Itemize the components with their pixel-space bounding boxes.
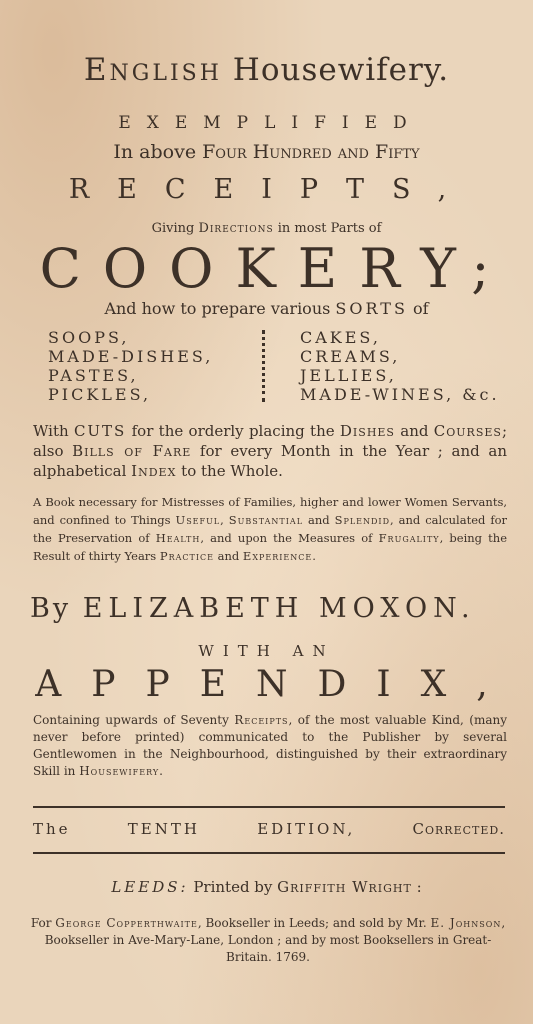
para1-c: for the orderly placing the [126, 422, 340, 440]
para2-b: Useful [175, 513, 221, 527]
giving-line [0, 221, 533, 236]
para2-h: Health [155, 531, 201, 545]
with-an-line: WITH AN [198, 642, 335, 660]
para2-c: , [220, 513, 229, 527]
above-line-pre: In above [113, 141, 203, 163]
cuts-paragraph [33, 421, 507, 481]
edition-the: The [33, 820, 71, 838]
bottom-rule [33, 852, 505, 854]
list-left [48, 328, 213, 404]
para2-i: , and upon the Measures of [200, 531, 379, 545]
dish-lists [48, 328, 518, 404]
para2-n: Experience [242, 549, 313, 563]
edition-corrected: Corrected. [412, 820, 505, 838]
list-item: SOOPS, [48, 328, 130, 347]
appendix-paragraph [33, 712, 507, 780]
para3-e: . [159, 764, 163, 778]
giving-line-post: in most Parts of [273, 221, 382, 236]
para2-m: and [213, 549, 243, 563]
para2-e: and [303, 513, 335, 527]
how-line [0, 299, 533, 318]
title-part-2: Housewifery. [232, 52, 450, 88]
how-line-post: of [407, 299, 429, 318]
para2-d: Substantial [228, 513, 304, 527]
para4-c: , Bookseller in Leeds; and sold by Mr. [197, 916, 431, 930]
para1-a: With [33, 422, 74, 440]
para4-e: , Bookseller in Ave-Mary-Lane, London ; and by most Booksellers in Great-Britain. 1769. [44, 916, 506, 964]
para1-b: CUTS [73, 422, 127, 440]
para2-j: Frugality [378, 531, 440, 545]
para1-d: Dishes [339, 422, 395, 440]
above-line [0, 141, 533, 163]
para1-e: and [394, 422, 434, 440]
para3-b: Receipts [234, 713, 289, 727]
para1-g: ; also [33, 422, 507, 460]
imprint-printer: Griffith Wright [277, 878, 412, 896]
book-title [0, 52, 533, 88]
author-line [30, 593, 508, 624]
receipts-line: RECEIPTS, [68, 174, 475, 205]
para4-d: E. Johnson [430, 916, 502, 930]
para4-b: George Copperthwaite [55, 916, 198, 930]
para2-g: , and calculated for the Preservation of [33, 513, 508, 545]
description-paragraph [33, 493, 507, 565]
ornamental-divider [262, 330, 271, 402]
imprint-colon: : [411, 878, 422, 896]
edition-line [33, 820, 505, 838]
above-line-count: Four Hundred and Fifty [202, 141, 420, 163]
para2-o: . [312, 549, 316, 563]
para1-j: Index [131, 462, 177, 480]
para3-a: Containing upwards of Seventy [33, 713, 235, 727]
para3-c: , of the most valuable Kind, (many never before printed) communicated to the Publisher by several Gentlewomen in the Neighbourhood, distinguished by their extraordinary Skill in [33, 713, 507, 778]
bookseller-paragraph [28, 915, 508, 966]
imprint-printed: Printed by [188, 878, 278, 896]
para2-f: Splendid [334, 513, 390, 527]
title-part-1: English [83, 52, 222, 88]
giving-line-pre: Giving [151, 221, 199, 236]
author-name: ELIZABETH MOXON. [82, 593, 476, 624]
giving-line-directions: Directions [198, 221, 274, 236]
para1-i: for every Month in the Year ; and an alphabetical [33, 442, 507, 480]
para3-d: Housewifery [79, 764, 160, 778]
list-item: PASTES, [48, 366, 139, 385]
para1-k: to the Whole. [176, 462, 283, 480]
list-right [300, 328, 500, 404]
para2-a: A Book necessary for Mistresses of Families, higher and lower Women Servants, and confined to Things [33, 495, 507, 527]
author-by: By [30, 593, 83, 624]
para2-l: Practice [159, 549, 214, 563]
list-item: MADE-WINES, &c. [300, 385, 500, 404]
list-item: JELLIES, [300, 366, 397, 385]
appendix-line: APPENDIX, [35, 664, 518, 705]
list-item: PICKLES, [48, 385, 152, 404]
list-item: MADE-DISHES, [48, 347, 214, 366]
exemplified-line: EXEMPLIFIED [118, 113, 423, 133]
para1-f: Courses [433, 422, 502, 440]
imprint-line [0, 878, 533, 896]
how-line-pre: And how to prepare various [104, 299, 336, 318]
list-item: CAKES, [300, 328, 381, 347]
para4-a: For [30, 916, 56, 930]
imprint-place: LEEDS: [111, 878, 189, 896]
cookery-line: COOKERY; [39, 237, 512, 300]
edition-tenth: TENTH [127, 820, 200, 838]
edition-word: EDITION, [257, 820, 356, 838]
how-line-sorts: SORTS [335, 299, 408, 318]
para2-k: , being the Result of thirty Years [33, 531, 507, 563]
top-rule [33, 806, 505, 808]
para1-h: Bills of Fare [72, 442, 192, 460]
list-item: CREAMS, [300, 347, 401, 366]
